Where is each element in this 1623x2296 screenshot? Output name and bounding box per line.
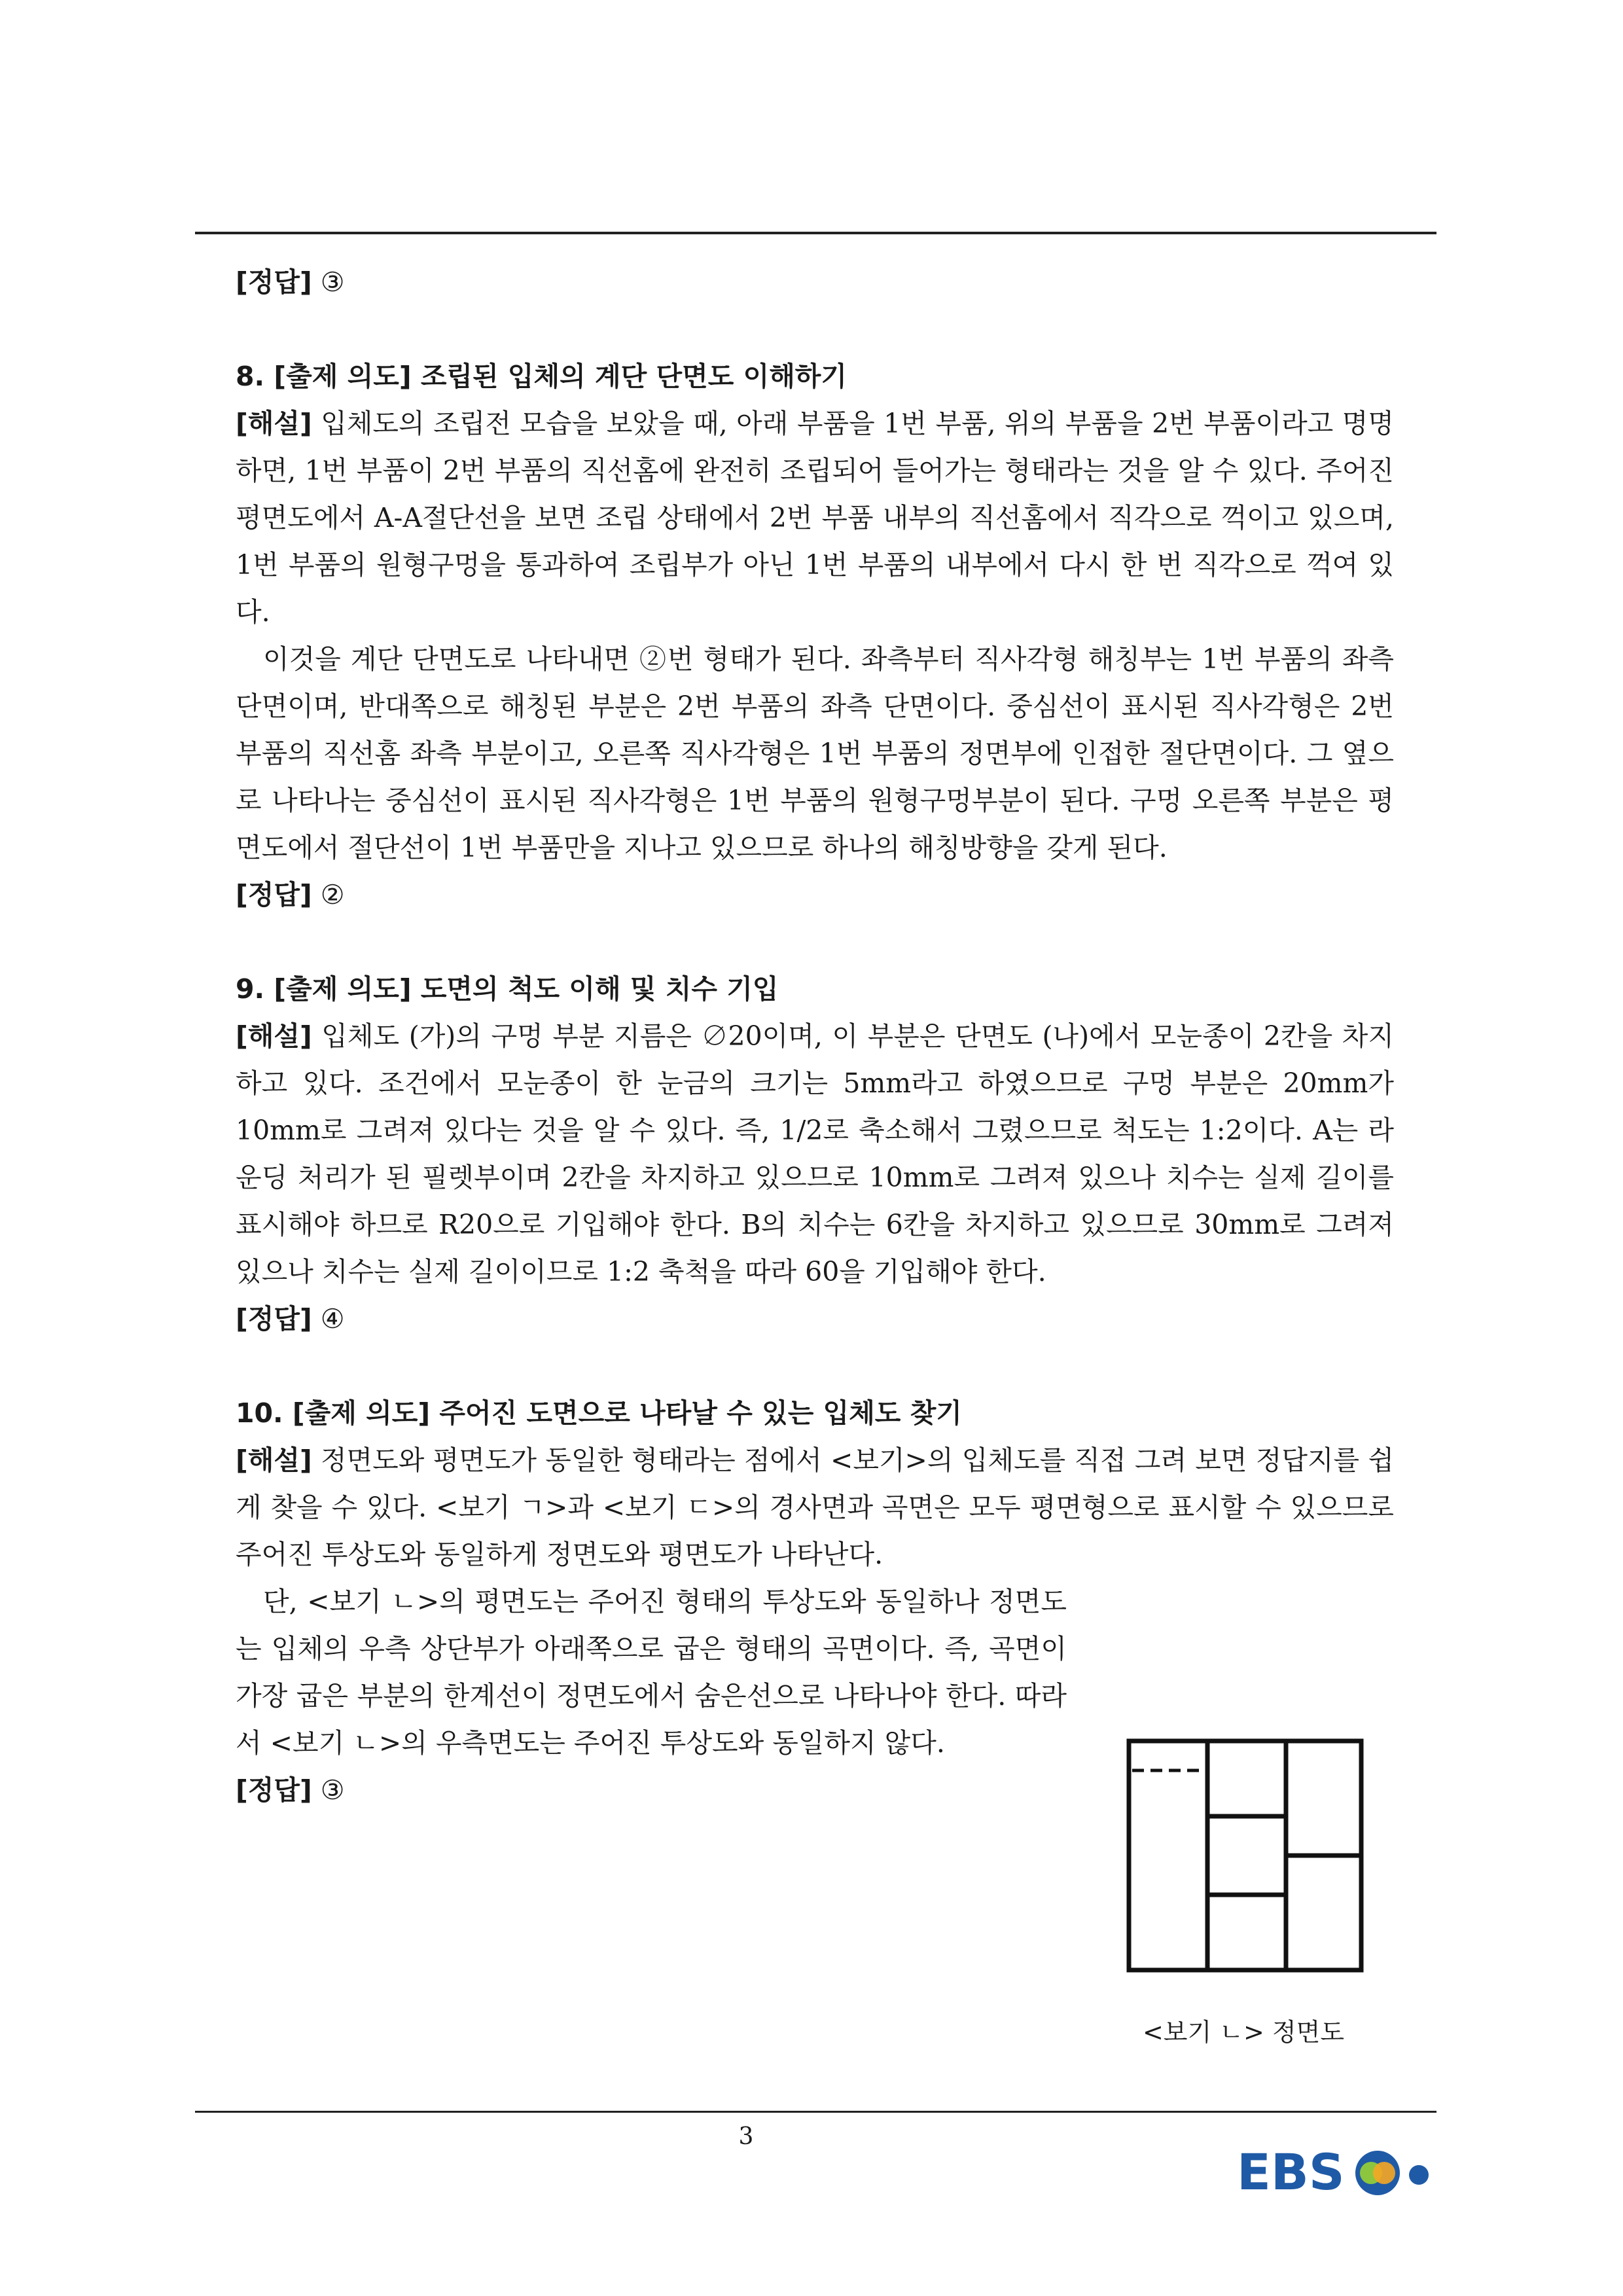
section-8-para-2: 이것을 계단 단면도로 나타내면 ②번 형태가 된다. 좌측부터 직사각형 해칭부는 1번 부품의 좌측 단면이며, 반대쪽으로 해칭된 부분은 2번 부품의 좌측 단면이다. 중심선이 표시된 직사각형은 2번 부품의 직선홈 좌측 부분이고, 오른쪽 직사각형은 1번 부품의 정면부에 인접한 절단면이다. 그 옆으로 나타나는 중심선이 표시된 직사각형은 1번 부품의 원형구멍부분이 된다. 구멍 오른쪽 부분은 평면도에서 절단선이 1번 부품만을 지나고 있으므로 하나의 해칭방향을 갖게 된다. xyxy=(236,643,1394,863)
ebs-logo xyxy=(1237,2137,1446,2209)
explanation-label: [해설] xyxy=(236,408,312,439)
section-8-para-1: [해설] 입체도의 조립전 모습을 보았을 때, 아래 부품을 1번 부품, 위의 부품을 2번 부품이라고 명명하면, 1번 부품이 2번 부품의 직선홈에 완전히 조립되어 들어가는 형태라는 것을 알 수 있다. 주어진 평면도에서 A-A절단선을 보면 조립 상태에서 2번 부품 내부의 직선홈에서 직각으로 꺽이고 있으며, 1번 부품의 원형구멍을 통과하여 조립부가 아닌 1번 부품의 내부에서 다시 한 번 직각으로 꺽여 있다. xyxy=(236,408,1394,628)
logo-circle-small xyxy=(1409,2165,1429,2185)
document-body xyxy=(236,259,1394,1814)
section-8-heading: 8. [출제 의도] 조립된 입체의 계단 단면도 이해하기 xyxy=(236,361,847,392)
header-rule xyxy=(195,232,1436,234)
logo-circle-orange xyxy=(1373,2162,1395,2184)
ebs-logo-icon xyxy=(1237,2137,1446,2209)
section-10-answer: [정답] ③ xyxy=(236,1774,345,1806)
front-view-drawing xyxy=(1126,1738,1368,1980)
page-number: 3 xyxy=(738,2123,754,2150)
answer-label: [정답] xyxy=(236,266,312,298)
section-9-para-1: [해설] 입체도 (가)의 구멍 부분 지름은 ∅20이며, 이 부분은 단면도 (나)에서 모눈종이 2칸을 차지하고 있다. 조건에서 모눈종이 한 눈금의 크기는 5mm라고 하였으므로 구멍 부분은 20mm가 10mm로 그려져 있다는 것을 알 수 있다. 즉, 1/2로 축소해서 그렸으므로 척도는 1:2이다. A는 라운딩 처리가 된 필렛부이며 2칸을 차지하고 있으므로 10mm로 그려져 있으나 치수는 실제 길이를 표시해야 하므로 R20으로 기입해야 한다. B의 치수는 6칸을 차지하고 있으므로 30mm로 그려져 있으나 치수는 실제 길이이므로 1:2 축척을 따라 60을 기입해야 한다. xyxy=(236,1020,1394,1287)
section-10-heading: 10. [출제 의도] 주어진 도면으로 나타날 수 있는 입체도 찾기 xyxy=(236,1397,962,1429)
answer-value: ③ xyxy=(320,266,345,298)
figure-caption: <보기 ㄴ> 정면도 xyxy=(1142,2018,1345,2047)
section-9-heading: 9. [출제 의도] 도면의 척도 이해 및 치수 기입 xyxy=(236,973,779,1005)
section-10-para-2: 단, <보기 ㄴ>의 평면도는 주어진 형태의 투상도와 동일하나 정면도는 입체의 우측 상단부가 아래쪽으로 굽은 형태의 곡면이다. 즉, 곡면이 가장 굽은 부분의 한계선이 정면도에서 숨은선으로 나타나야 한다. 따라서 <보기 ㄴ>의 우측면도는 주어진 투상도와 동일하지 않다. xyxy=(236,1586,1067,1759)
section-9-answer: [정답] ④ xyxy=(236,1303,345,1335)
logo-text: EBS xyxy=(1237,2143,1345,2201)
section-10-para-1: [해설] 정면도와 평면도가 동일한 형태라는 점에서 <보기>의 입체도를 직접 그려 보면 정답지를 쉽게 찾을 수 있다. <보기 ㄱ>과 <보기 ㄷ>의 경사면과 곡면은 모두 평면형으로 표시할 수 있으므로 주어진 투상도와 동일하게 정면도와 평면도가 나타난다. xyxy=(236,1444,1394,1570)
front-view-figure xyxy=(1126,1738,1368,1980)
section-8-answer: [정답] ② xyxy=(236,879,345,910)
explanation-label: [해설] xyxy=(236,1444,312,1476)
explanation-label: [해설] xyxy=(236,1020,312,1052)
answer-top xyxy=(236,259,1394,306)
footer-rule xyxy=(195,2111,1436,2113)
